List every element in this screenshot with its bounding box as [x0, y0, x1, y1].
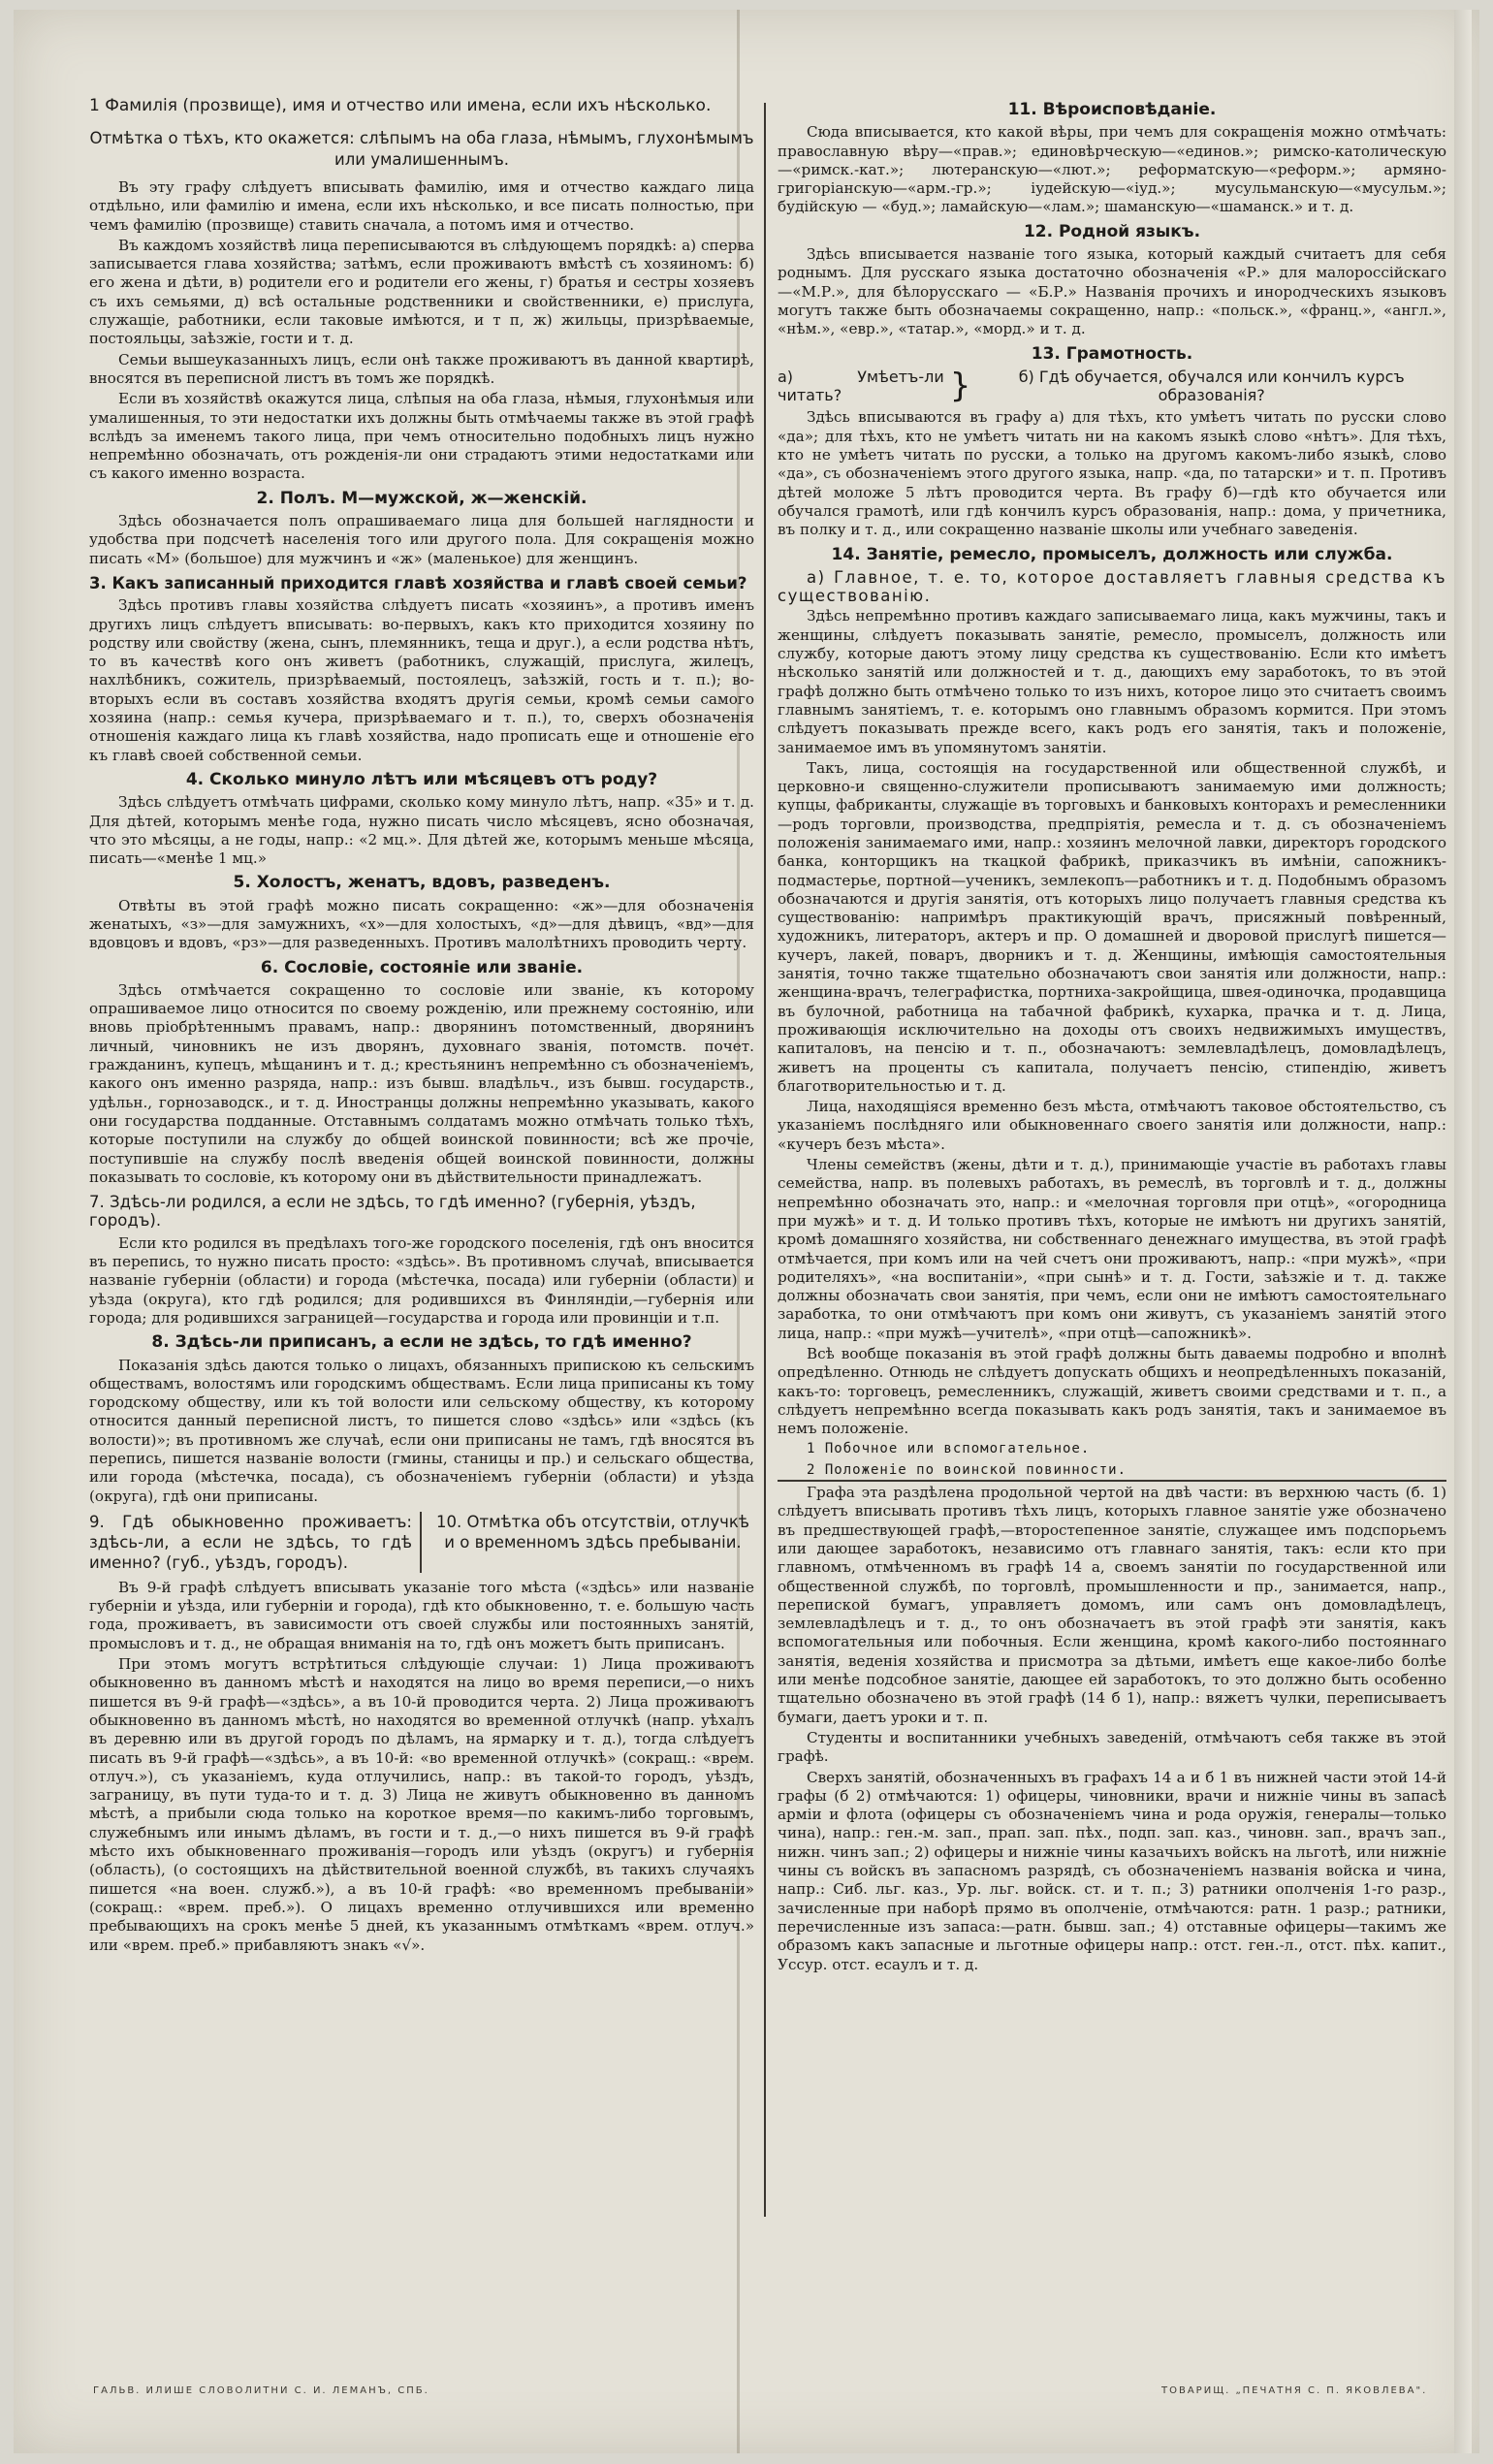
section-6-heading: 6. Сословіе, состояніе или званіе.: [260, 957, 584, 977]
section-13-heading: 13. Грамотность.: [1031, 343, 1193, 364]
section-1-subtitle: Отмѣтка о тѣхъ, кто окажется: слѣпымъ на оба глаза, нѣмымъ, глухонѣмымъ или умалишеннымъ.: [89, 129, 754, 169]
section-14a-subtitle: а) Главное, т. е. то, которое доставляетъ главныя средства къ существованію.: [778, 567, 1446, 606]
paragraph: Если кто родился въ предѣлахъ того-же городского поселенія, гдѣ онъ вносится въ перепись, то нужно писать просто: «здѣсь». Въ противномъ случаѣ, вписывается названіе губерніи (области) и города (мѣстечка, посада) или губерніи (области) и уѣзда (округа), кто гдѣ родился; для родившихся въ Финляндіи,—губернія или города; для родившихся заграницей—государства и города или провинціи и т.п.: [89, 1233, 754, 1327]
subsection-b1: 1 Побочное или вспомогательное.: [807, 1441, 1091, 1457]
section-4-heading: 4. Сколько минуло лѣтъ или мѣсяцевъ отъ роду?: [185, 769, 658, 789]
paper-edge: [1454, 10, 1472, 2453]
column-divider: [764, 103, 766, 2217]
footer-left-imprint: ГАЛЬВ. ИЛИШЕ СЛОВОЛИТНИ С. И. ЛЕМАНЪ, СПБ.: [93, 2385, 429, 2396]
section-9-heading: 9. Гдѣ обыкновенно проживаетъ: здѣсь-ли, а если не здѣсь, то гдѣ именно? (губ., уѣздъ, городъ).: [89, 1512, 422, 1573]
paragraph: Здѣсь вписывается названіе того языка, который каждый считаетъ для себя роднымъ. Для русскаго языка достаточно обозначенія «Р.» для малороссійскаго—«М.Р.», для бѣлорусскаго — «Б.Р.» Названія прочихъ и инородческихъ языковъ могутъ также быть обозначаемы сокращенно, напр.: «польск.», «франц.», «англ.», «нѣм.», «евр.», «татар.», «морд.» и т. д.: [778, 245, 1446, 338]
section-12-heading: 12. Родной языкъ.: [1023, 221, 1201, 241]
question-b: б) Гдѣ обучается, обучался или кончилъ курсъ образованія?: [1018, 367, 1405, 405]
paragraph: Семьи вышеуказанныхъ лицъ, если онѣ также проживаютъ въ данной квартирѣ, вносятся въ переписной листъ въ томъ же порядкѣ.: [89, 350, 754, 387]
paragraph: Здѣсь непремѣнно противъ каждаго записываемаго лица, какъ мужчины, такъ и женщины, слѣдуетъ показывать занятіе, ремесло, промыселъ, должность или службу, которые даютъ этому лицу средства къ существованію. Если кто имѣетъ нѣсколько занятій или должностей и т. д., дающихъ ему заработокъ, то въ этой графѣ должно быть отмѣчено только то изъ нихъ, которое лицо это считаетъ своимъ главнымъ занятіемъ, т. е. которымъ оно главнымъ образомъ кормится. При этомъ слѣдуетъ показывать прежде всего, какъ родъ его занятія, такъ и положеніе, занимаемое имъ въ упомянутомъ занятіи.: [778, 607, 1446, 756]
sections-9-10-heading: [89, 1512, 754, 1573]
paragraph: Всѣ вообще показанія въ этой графѣ должны быть даваемы подробно и вполнѣ опредѣленно. Отнюдь не слѣдуетъ допускать общихъ и неопредѣленныхъ показаній, какъ-то: торговецъ, ремесленникъ, служащій, живетъ своими средствами и т. п., а слѣдуетъ непремѣнно всегда показывать какъ родъ занятія, такъ и занимаемое въ немъ положеніе.: [778, 1345, 1446, 1438]
subsection-b2: 2 Положеніе по воинской повинности.: [778, 1461, 1446, 1482]
paragraph: Здѣсь вписываются въ графу а) для тѣхъ, кто умѣетъ читать по русски слово «да»; для тѣхъ, кто не умѣетъ читать ни на какомъ языкѣ слово «нѣтъ». Для тѣхъ, кто не умѣетъ читать по русски, а только на другомъ какомъ-либо языкѣ, слово «да», съ обозначеніемъ этого другого языка, напр. «да, по татарски» и т. п. Противъ дѣтей моложе 5 лѣтъ проводится черта. Въ графу б)—гдѣ кто обучается или обучался грамотѣ, или гдѣ кончилъ курсъ образованія, напр.: дома, у причетника, въ полку и т. д., или сокращенно названіе школы или учебнаго заведенія.: [778, 408, 1446, 539]
paragraph: Показанія здѣсь даются только о лицахъ, обязанныхъ припискою къ сельскимъ обществамъ, волостямъ или городскимъ обществамъ. Если лица приписаны къ тому городскому обществу, или къ той волости или сельскому обществу, къ которому относится данный переписной листъ, то пишется слово «здѣсь» или «здѣсь (къ волости)»; въ противномъ же случаѣ, если они приписаны не тамъ, гдѣ вносятся въ перепись, пишется названіе волости (гмины, станицы и пр.) и сельскаго общества, или города (мѣстечка, посада), съ обозначеніемъ губерніи (области) и уѣзда (округа), гдѣ они приписаны.: [89, 1356, 754, 1505]
section-1-title: 1 Фамилія (прозвище), имя и отчество или имена, если ихъ нѣсколько.: [89, 96, 712, 115]
paragraph: Здѣсь слѣдуетъ отмѣчать цифрами, сколько кому минуло лѣтъ, напр. «35» и т. д. Для дѣтей, которымъ менѣе года, нужно писать число мѣсяцевъ, ясно обозначая, что это мѣсяцы, а не годы, напр.: «2 мц.». Для дѣтей же, которымъ меньше мѣсяца, писать—«менѣе 1 мц.»: [89, 793, 754, 868]
section-10-heading: 10. Отмѣтка объ отсутствіи, отлучкѣ и о временномъ здѣсь пребываніи.: [436, 1512, 749, 1552]
paragraph: Отвѣты въ этой графѣ можно писать сокращенно: «ж»—для обозначенія женатыхъ, «з»—для замужнихъ, «х»—для холостыхъ, «д»—для дѣвицъ, «вд»—для вдовцовъ и вдовъ, «рз»—для разведенныхъ. Противъ малолѣтнихъ проводить черту.: [89, 896, 754, 952]
paragraph: Въ каждомъ хозяйствѣ лица переписываются въ слѣдующемъ порядкѣ: а) сперва записывается глава хозяйства; затѣмъ, если проживаютъ вмѣстѣ съ хозяиномъ: б) его жена и дѣти, в) родители его и родители его жены, г) братья и сестры хозяевъ съ ихъ семьями, д) всѣ остальные родственники и свойственники, е) прислуга, служащіе, работники, если таковые имѣются, и т п, ж) жильцы, призрѣваемые, постояльцы, заѣзжіе, гости и т. д.: [89, 236, 754, 348]
section-2-heading: 2. Полъ. М—мужской, ж—женскій.: [256, 488, 588, 508]
section-11-heading: 11. Вѣроисповѣданіе.: [1007, 100, 1217, 119]
left-column: [89, 95, 754, 2350]
section-7-heading: 7. Здѣсь-ли родился, а если не здѣсь, то гдѣ именно? (губернія, уѣздъ, городъ).: [89, 1193, 696, 1231]
brace-icon: }: [949, 367, 971, 406]
paragraph: Сверхъ занятій, обозначенныхъ въ графахъ 14 а и б 1 въ нижней части этой 14-й графы (б 2) отмѣчаются: 1) офицеры, чиновники, врачи и нижніе чины въ запасѣ арміи и флота (офицеры съ обозначеніемъ чина и рода оружія, генералы—только чина), напр.: ген.-м. зап., прап. зап. пѣх., подп. зап. каз., чиновн. зап., врачъ зап., нижн. чинъ зап.; 2) офицеры и нижніе чины казачьихъ войскъ на льготѣ, или нижніе чины съ войскъ въ запасномъ разрядѣ, съ обозначеніемъ названія войска и чина, напр.: Сиб. льг. каз., Ур. льг. войск. ст. и т. п.; 3) ратники ополченія 1-го разр., зачисленные при наборѣ прямо въ ополченіе, отмѣчаются: ратн. 1 разр.; ратники, перечисленные изъ запаса:—ратн. бывш. зап.; 4) отставные офицеры—такимъ же образомъ какъ запасные и льготные офицеры напр.: отст. ген.-л., отст. пѣх. капит., Уссур. отст. есаулъ и т. д.: [778, 1768, 1446, 1973]
paragraph: Лица, находящіяся временно безъ мѣста, отмѣчаютъ таковое обстоятельство, съ указаніемъ послѣдняго или обыкновеннаго своего занятія или должности, напр.: «кучеръ безъ мѣста».: [778, 1098, 1446, 1153]
section-5-heading: 5. Холостъ, женатъ, вдовъ, разведенъ.: [233, 873, 611, 893]
right-column: [778, 95, 1446, 2122]
footer-right-imprint: ТОВАРИЩ. „ПЕЧАТНЯ С. П. ЯКОВЛЕВА".: [1161, 2385, 1428, 2396]
section-14-heading: 14. Занятіе, ремесло, промыселъ, должность или служба.: [831, 544, 1393, 564]
paragraph: Въ эту графу слѣдуетъ вписывать фамилію, имя и отчество каждаго лица отдѣльно, или фамилію и имена, если ихъ нѣсколько, и все писать полностью, при чемъ фамилію (прозвище) ставить сначала, а потомъ имя и отчество.: [89, 178, 754, 234]
section-8-heading: 8. Здѣсь-ли приписанъ, а если не здѣсь, то гдѣ именно?: [151, 1332, 692, 1353]
paragraph: Сюда вписывается, кто какой вѣры, при чемъ для сокращенія можно отмѣчать: православную вѣру—«прав.»; единовѣрческую—«единов.»; римско-католическую—«римск.-кат.»; лютеранскую—«лют.»; реформатскую—«реформ.»; армяно-григоріанскую—«арм.-гр.»; іудейскую—«іуд.»; мусульманскую—«мусульм.»; будійскую — «буд.»; ламайскую—«лам.»; шаманскую—«шаманск.» и т. д.: [778, 123, 1446, 216]
paragraph: Здѣсь обозначается полъ опрашиваемаго лица для большей наглядности и удобства при подсчетѣ населенія того или другого пола. Для сокращенія можно писать «М» (большое) для мужчинъ и «ж» (маленькое) для женщинъ.: [89, 512, 754, 567]
paragraph: Такъ, лица, состоящія на государственной или общественной службѣ, и церковно-и священно-служители прописываютъ занимаемую ими должность; купцы, фабриканты, служащіе въ торговыхъ и банковыхъ конторахъ и ремесленники—родъ торговли, производства, предпріятія, ремесла и т. д. съ обозначеніемъ положенія занимаемаго ими, напр.: хозяинъ мелочной лавки, директоръ городского банка, конторщикъ на ткацкой фабрикѣ, приказчикъ въ имѣніи, сапожникъ-подмастерье, портной—ученикъ, землекопъ—работникъ и т. д. Подобнымъ образомъ обозначаются и другія занятія, отъ которыхъ лицо получаетъ главныя средства къ существованію: напримѣръ практикующій врачъ, присяжный повѣренный, художникъ, литераторъ, актеръ и пр. О домашней и дворовой прислугѣ пишется—кучеръ, лакей, поваръ, дворникъ и т. д. Женщины, имѣющія самостоятельныя занятія, точно также тщательно обозначаютъ свои занятія или должности, напр.: женщина-врачъ, телеграфистка, портниха-закройщица, швея-одиночка, продавщица въ булочной, работница на табачной фабрикѣ, кухарка, прачка и т. д. Лица, проживающія исключительно на доходы отъ своихъ недвижимыхъ имуществъ, капиталовъ, на пенсію и т. п., обозначаютъ: землевладѣлецъ, домовладѣлецъ, живетъ на проценты съ капитала, получаетъ пенсію, стипендію, живетъ благотворительностью и т. д.: [778, 758, 1446, 1095]
question-a: а) Умѣетъ-ли читать?: [778, 367, 944, 405]
literacy-questions: [778, 368, 1446, 405]
census-instruction-sheet: [14, 10, 1479, 2453]
paragraph: Въ 9-й графѣ слѣдуетъ вписывать указаніе того мѣста («здѣсь» или названіе губерніи и уѣзда, или губерніи и города), гдѣ кто обыкновенно, т. е. большую часть года, проживаетъ, въ зависимости отъ своей службы или постоянныхъ занятій, промысловъ и т. д., не обращая вниманія на то, гдѣ онъ можетъ быть приписанъ.: [89, 1578, 754, 1652]
section-3-heading: 3. Какъ записанный приходится главѣ хозяйства и главѣ своей семьи?: [89, 573, 747, 592]
paragraph: Здѣсь отмѣчается сокращенно то сословіе или званіе, къ которому опрашиваемое лицо относится по своему рожденію, или прежнему состоянію, или вновь пріобрѣтеннымъ правамъ, напр.: дворянинъ потомственный, дворянинъ личный, чиновникъ не изъ дворянъ, духовнаго званія, потомств. почет. гражданинъ, купецъ, мѣщанинъ и т. д.; крестьянинъ непремѣнно съ обозначеніемъ, какого онъ именно разряда, напр.: изъ бывш. владѣльч., изъ бывш. государств., удѣльн., горнозаводск., и т. д. Иностранцы должны непремѣнно указывать, какого они государства подданные. Отставнымъ солдатамъ можно отмѣчать только тѣхъ, которые поступили на службу до общей воинской повинности; всѣ же прочіе, поступившіе на службу послѣ введенія общей воинской повинности, должны показывать то сословіе, къ которому они въ дѣйствительности принадлежатъ.: [89, 980, 754, 1186]
paragraph: Здѣсь противъ главы хозяйства слѣдуетъ писать «хозяинъ», а противъ именъ другихъ лицъ слѣдуетъ вписывать: во-первыхъ, какъ кто приходится хозяину по родству или свойству (жена, сынъ, племянникъ, теща и друг.), а если родства нѣтъ, то въ качествѣ кого онъ живетъ (работникъ, служащій, прислуга, жилецъ, нахлѣбникъ, сожитель, призрѣваемый, постоялецъ, заѣзжій, гость и т. п.); во-вторыхъ если въ составъ хозяйства входятъ другія семьи, кромѣ семьи самого хозяина (напр.: семья кучера, призрѣваемаго и т. п.), то, сверхъ обозначенія отношенія каждаго лица къ главѣ хозяйства, надо прописать еще и отношеніе его къ главѣ своей собственной семьи.: [89, 596, 754, 764]
paragraph: Студенты и воспитанники учебныхъ заведеній, отмѣчаютъ себя также въ этой графѣ.: [778, 1728, 1446, 1766]
paragraph: При этомъ могутъ встрѣтиться слѣдующіе случаи: 1) Лица проживаютъ обыкновенно въ данномъ мѣстѣ и находятся на лицо во время переписи,—о нихъ пишется въ 9-й графѣ—«здѣсь», а въ 10-й проводится черта. 2) Лица проживаютъ обыкновенно въ данномъ мѣстѣ, но находятся во временной отлучкѣ (напр. уѣхалъ въ деревню или въ другой городъ по дѣламъ, на ярмарку и т. д.), тогда слѣдуетъ писать въ 9-й графѣ—«здѣсь», а въ 10-й: «во временной отлучкѣ» (сокращ.: «врем. отлуч.»), съ указаніемъ, куда отлучились, напр.: въ такой-то городъ, уѣздъ, заграницу, въ пути туда-то и т. д. 3) Лица не живутъ обыкновенно въ данномъ мѣстѣ, а прибыли сюда только на короткое время—по какимъ-либо торговымъ, служебнымъ или инымъ дѣламъ, въ гости и т. д.,—о нихъ пишется въ 9-й графѣ мѣсто ихъ обыкновеннаго проживанія—городъ или уѣздъ (округъ) и губернія (область), (о состоящихъ на дѣйствительной военной службѣ, въ такихъ случаяхъ пишется «на воен. служб.»), а въ 10-й графѣ: «во временномъ пребываніи» (сокращ.: «врем. преб.»). О лицахъ временно отлучившихся или временно пребывающихъ на срокъ менѣе 5 дней, къ указаннымъ отмѣткамъ «врем. отлуч.» или «врем. преб.» прибавляютъ знакъ «√».: [89, 1655, 754, 1954]
paragraph: Если въ хозяйствѣ окажутся лица, слѣпыя на оба глаза, нѣмыя, глухонѣмыя или умалишенныя, то эти недостатки ихъ должны быть отмѣчаемы также въ этой графѣ вслѣдъ за именемъ такого лица, при чемъ относительно подобныхъ лицъ нужно непремѣнно обозначать, отъ рожденія-ли они страдаютъ этими недостатками или съ какого именно возраста.: [89, 390, 754, 483]
paragraph: Графа эта раздѣлена продольной чертой на двѣ части: въ верхнюю часть (б. 1) слѣдуетъ вписывать противъ тѣхъ лицъ, которыхъ главное занятіе уже обозначено въ предшествующей графѣ,—второстепенное занятіе, служащее имъ подспорьемъ или дающее заработокъ, независимо отъ главнаго занятія, такъ: если кто при главномъ, отмѣченномъ въ графѣ 14 а, своемъ занятіи по государственной или общественной службѣ, по торговлѣ, промышленности и пр., занимается, напр., перепиской бумагъ, управляетъ домомъ, или самъ онъ домовладѣлецъ, землевладѣлецъ и т. д., то онъ обозначаетъ въ этой графѣ эти занятія, какъ вспомогательныя или побочныя. Если женщина, кромѣ какого-либо постояннаго занятія, веденія хозяйства и присмотра за дѣтьми, имѣетъ еще какое-либо болѣе или менѣе подсобное занятіе, дающее ей заработокъ, то это должно быть особенно тщательно обозначено въ этой графѣ (14 б 1), напр.: вяжетъ чулки, переписываетъ бумаги, даетъ уроки и т. п.: [778, 1484, 1446, 1726]
paragraph: Члены семействъ (жены, дѣти и т. д.), принимающіе участіе въ работахъ главы семейства, напр. въ полевыхъ работахъ, въ ремеслѣ, въ торговлѣ и т. д., должны непремѣнно обозначать это, напр.: и «мелочная торговля при отцѣ», «огородница при мужѣ» и т. д. И только противъ тѣхъ, которые не имѣютъ ни другихъ занятій, кромѣ домашняго хозяйства, ни собственнаго денежнаго имущества, въ этой графѣ отмѣчается, при комъ или на чей счетъ они проживаютъ, напр.: «при мужѣ», «при родителяхъ», «на воспитаніи», «при сынѣ» и т. д. Гости, заѣзжіе и т. д. также должны обозначать свои занятія, при чемъ, если они не имѣютъ самостоятельнаго заработка, то они отмѣчаютъ при комъ они живутъ, съ указаніемъ занятій этого лица, напр.: «при мужѣ—учителѣ», «при отцѣ—сапожникѣ».: [778, 1156, 1446, 1342]
